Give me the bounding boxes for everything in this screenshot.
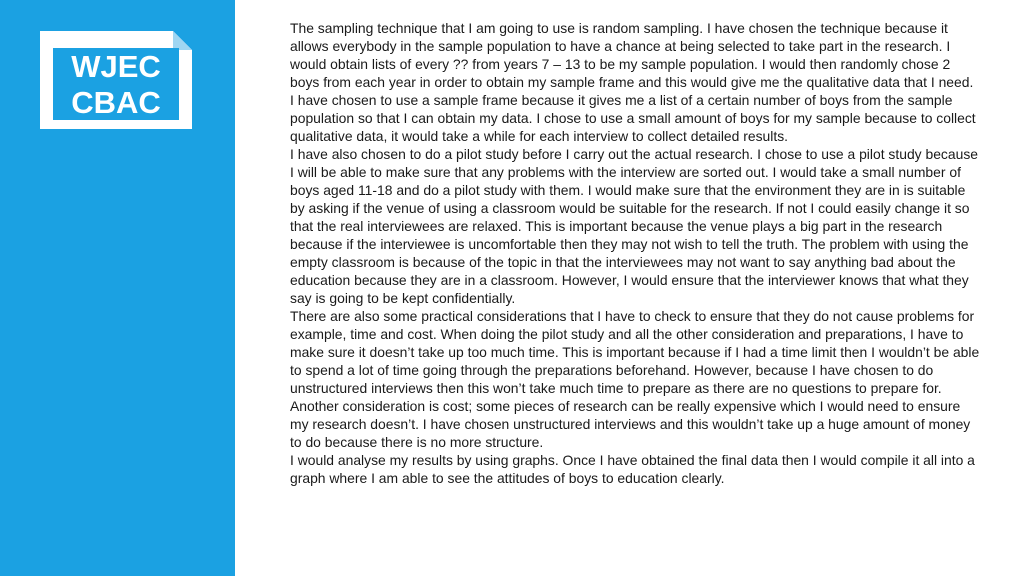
essay-text: [290, 19, 980, 487]
paragraph-analysis: I would analyse my results by using graphs. Once I have obtained the final data then I would compile it all into a graph where I am able to see the attitudes of boys to education clearly.: [290, 452, 975, 486]
paragraph-pilot-study: I have also chosen to do a pilot study before I carry out the actual research. I chose to use a pilot study because I will be able to make sure that any problems with the interview are sorted out. I would take a small number of boys aged 11-18 and do a pilot study with them. I would make sure that the environment they are in is suitable by asking if the venue of using a classroom would be suitable for the research. If not I could easily change it so that the real interviewees are relaxed. This is important because the venue plays a big part in the research because if the interviewee is uncomfortable then they may not wish to tell the truth. The problem with using the empty classroom is because of the topic in that the interviewees may not want to say anything bad about the education because they are in a classroom. However, I would ensure that the interviewer knows that what they say is going to be kept confidentially.: [290, 146, 978, 306]
wjec-cbac-logo: [40, 31, 192, 129]
logo-line1: WJEC: [71, 49, 161, 84]
logo-line2: CBAC: [71, 85, 161, 120]
sidebar: [0, 0, 235, 576]
paragraph-practical-considerations: There are also some practical considerations that I have to check to ensure that they do not cause problems for example, time and cost. When doing the pilot study and all the other consideration and preparations, I have to make sure it doesn’t take up too much time. This is important because if I had a time limit then I wouldn’t be able to spend a lot of time going through the preparations beforehand. However, because I have chosen to do unstructured interviews then this won’t take much time to prepare as there are no questions to prepare for. Another consideration is cost; some pieces of research can be really expensive which I would need to ensure my research doesn’t. I have chosen unstructured interviews and this wouldn’t take up a huge amount of money to do because there is no more structure.: [290, 308, 980, 450]
logo-graphic: [40, 31, 192, 129]
paragraph-sampling: The sampling technique that I am going to use is random sampling. I have chosen the technique because it allows everybody in the sample population to have a chance at being selected to take part in the research. I would obtain lists of every ?? from years 7 – 13 to be my sample population. I would then randomly chose 2 boys from each year in order to obtain my sample frame and this would give me the qualitative data that I need. I have chosen to use a sample frame because it gives me a list of a certain number of boys from the sample population so that I can obtain my data. I chose to use a small amount of boys for my sample because to collect qualitative data, it would take a while for each interview to collect detailed results.: [290, 20, 976, 144]
